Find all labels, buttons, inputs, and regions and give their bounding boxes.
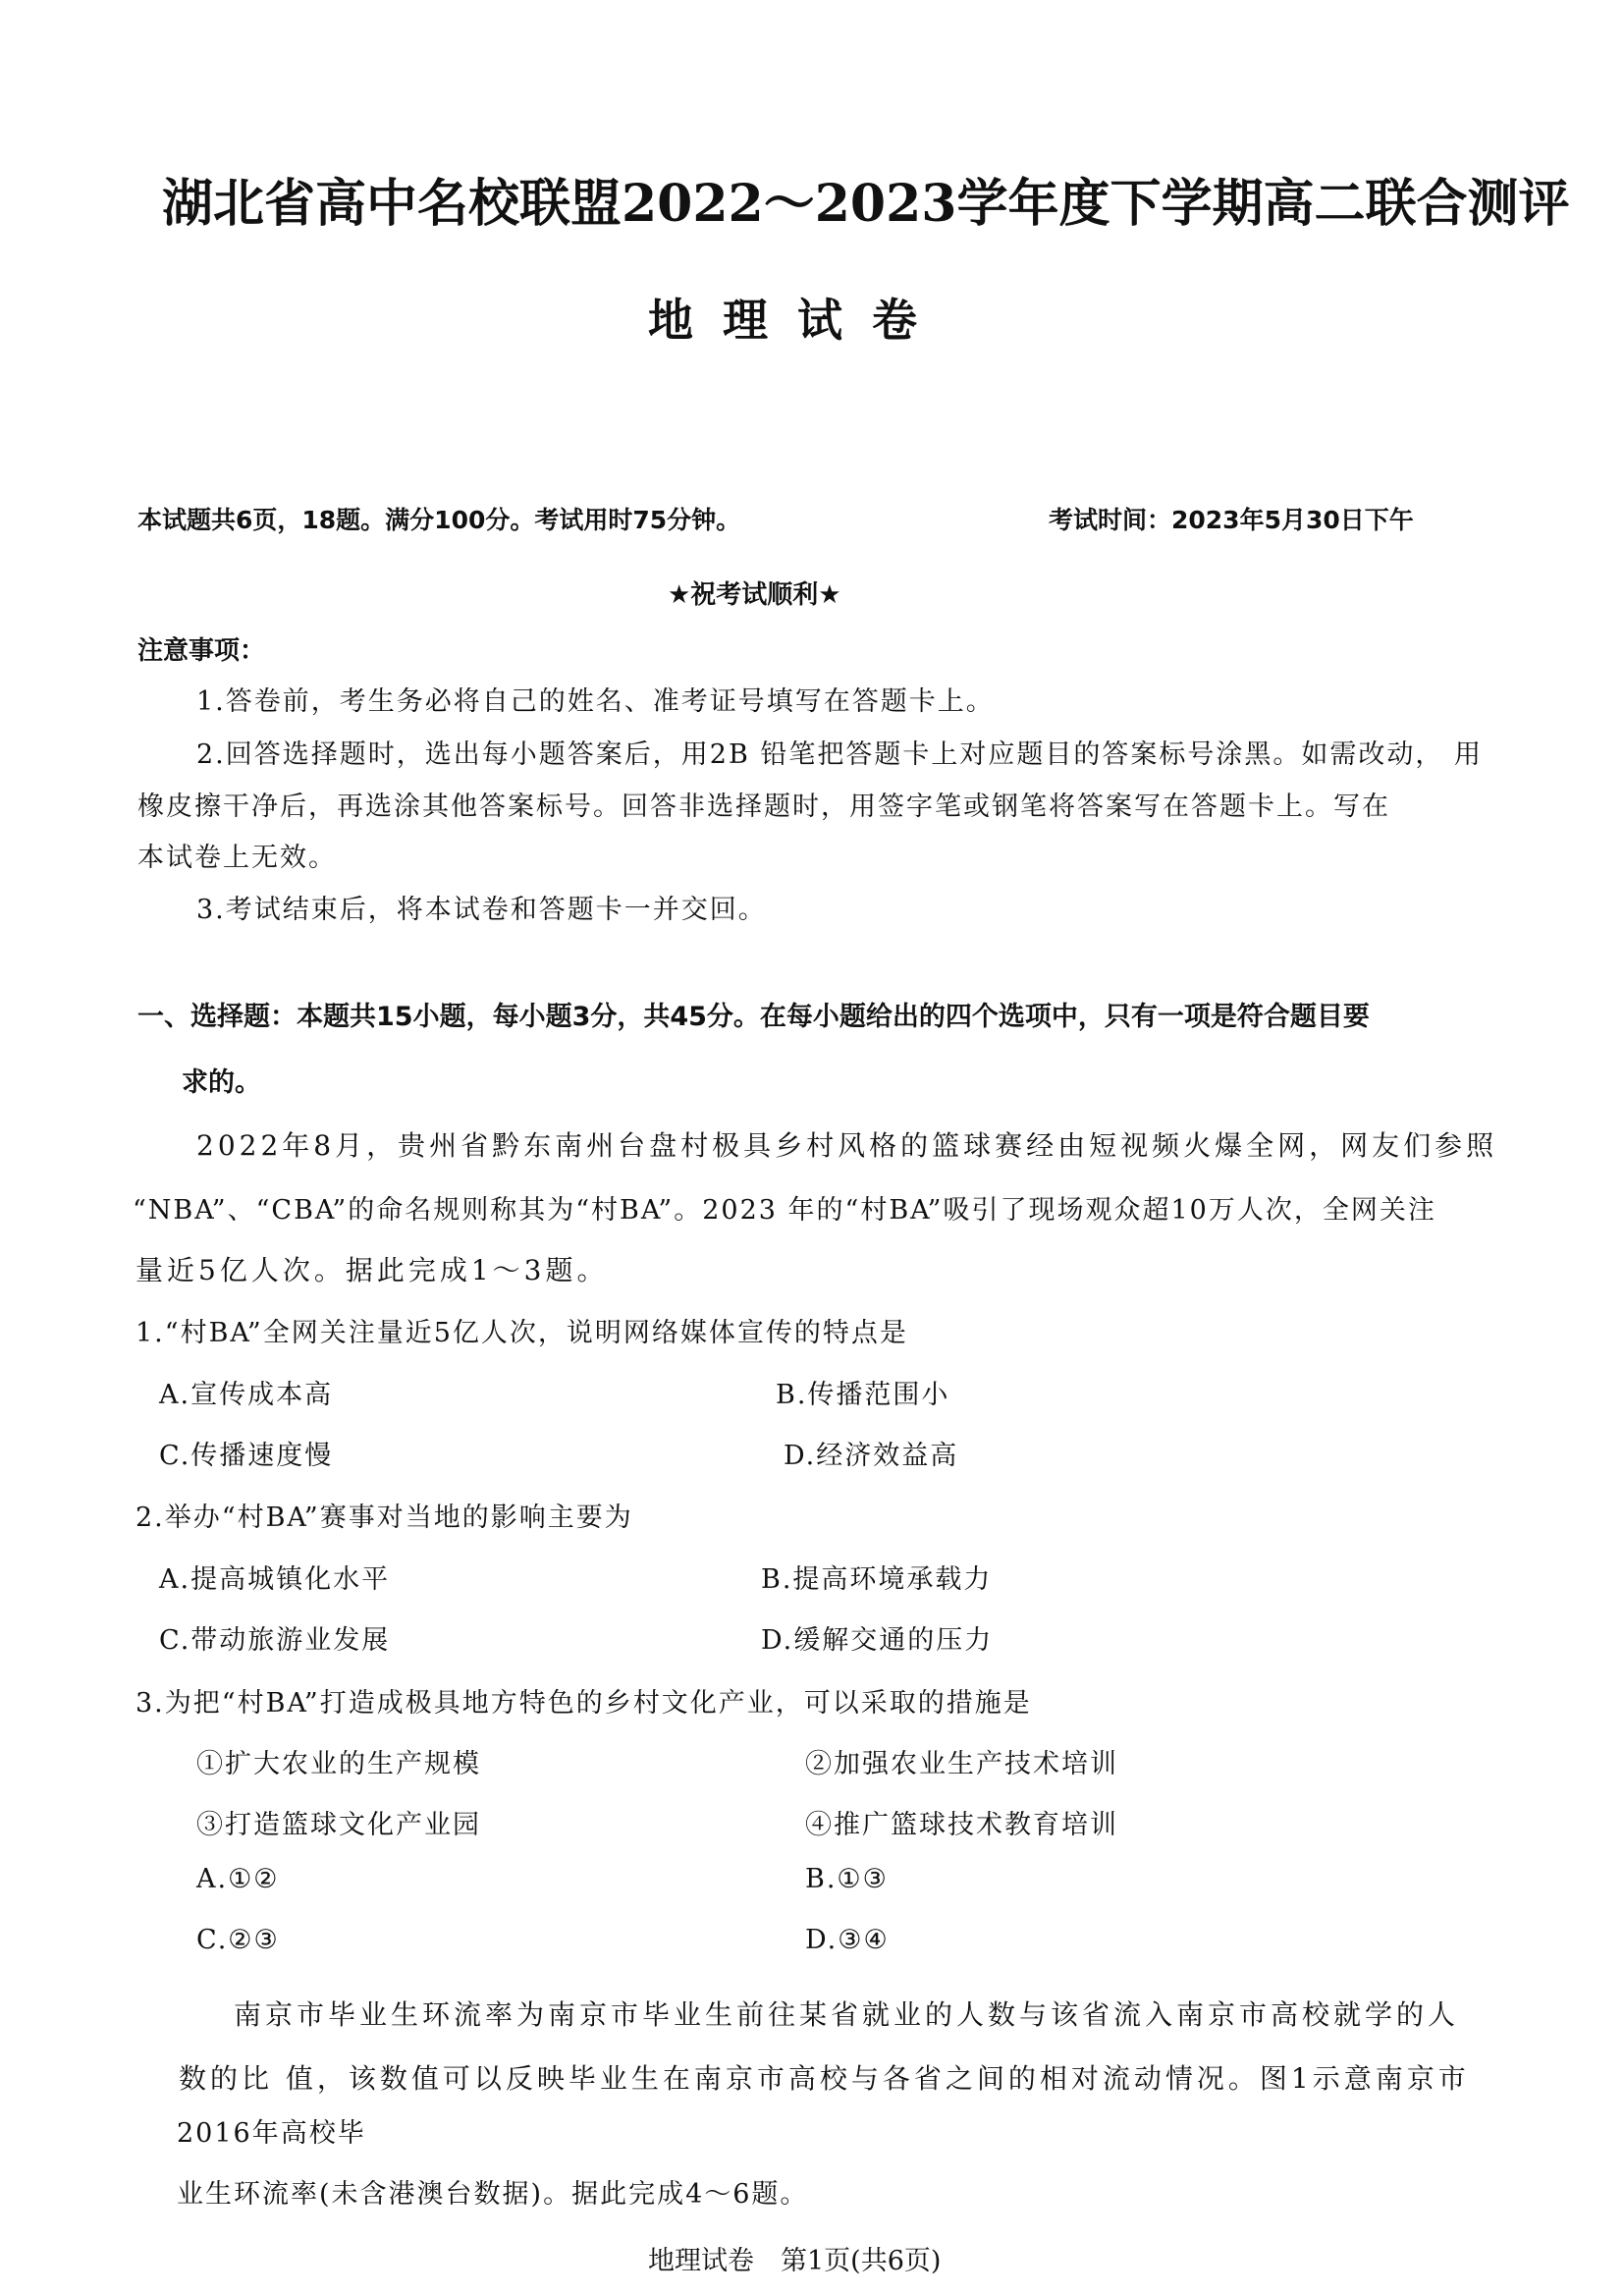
question-3-option-a: A.①② [196, 1864, 280, 1894]
notice-item-2-line-2: 橡皮擦干净后，再选涂其他答案标号。回答非选择题时，用签字笔或钢笔将答案写在答题卡上。写在 [137, 792, 1390, 822]
question-1-option-b: B.传播范围小 [776, 1380, 950, 1410]
question-2-stem: 2.举办“村BA”赛事对当地的影响主要为 [135, 1503, 633, 1533]
question-3-statement-4: ④推广篮球技术教育培训 [805, 1810, 1118, 1840]
passage-1-line-2: “NBA”、“CBA”的命名规则称其为“村BA”。2023 年的“村BA”吸引了现场观众超10万人次，全网关注 [133, 1195, 1436, 1226]
passage-1-line-1: 2022年8月，贵州省黔东南州台盘村极具乡村风格的篮球赛经由短视频火爆全网，网友们参照 [196, 1129, 1498, 1162]
question-3-option-c: C.②③ [196, 1925, 280, 1955]
question-3-stem: 3.为把“村BA”打造成极具地方特色的乡村文化产业，可以采取的措施是 [135, 1688, 1032, 1719]
passage-2-line-4: 业生环流率(未含港澳台数据)。据此完成4～6题。 [177, 2179, 809, 2210]
notice-item-2-line-1: 2.回答选择题时，选出每小题答案后，用2B 铅笔把答题卡上对应题目的答案标号涂黑。如需改动， 用 [196, 739, 1483, 770]
subject-title: 地理试卷 [648, 294, 947, 347]
question-2-option-c: C.带动旅游业发展 [159, 1625, 391, 1656]
passage-2-line-3: 2016年高校毕 [177, 2118, 366, 2149]
question-3-option-d: D.③④ [805, 1925, 890, 1955]
blessing: ★祝考试顺利★ [668, 580, 841, 610]
question-3-statement-1: ①扩大农业的生产规模 [196, 1749, 481, 1779]
question-1-option-d: D.经济效益高 [784, 1441, 959, 1471]
passage-2-line-1: 南京市毕业生环流率为南京市毕业生前往某省就业的人数与该省流入南京市高校就学的人 [234, 1998, 1460, 2031]
question-2-option-b: B.提高环境承载力 [761, 1564, 993, 1595]
notice-heading: 注意事项： [137, 636, 266, 666]
exam-title: 湖北省高中名校联盟2022～2023学年度下学期高二联合测评 [162, 174, 1570, 234]
question-2-option-a: A.提高城镇化水平 [159, 1564, 391, 1595]
section-heading-line-2: 求的。 [182, 1067, 261, 1098]
question-3-option-b: B.①③ [805, 1864, 889, 1894]
question-1-option-a: A.宣传成本高 [159, 1380, 334, 1410]
page-footer: 地理试卷 第1页(共6页) [648, 2246, 942, 2276]
section-heading-line-1: 一、选择题：本题共15小题，每小题3分，共45分。在每小题给出的四个选项中，只有一项是符合题目要 [137, 1002, 1370, 1032]
notice-item-3: 3.考试结束后，将本试卷和答题卡一并交回。 [196, 895, 767, 925]
notice-item-2-line-3: 本试卷上无效。 [137, 843, 337, 873]
notice-item-1: 1.答卷前，考生务必将自己的姓名、准考证号填写在答题卡上。 [196, 686, 995, 717]
question-2-option-d: D.缓解交通的压力 [761, 1625, 994, 1656]
question-3-statement-2: ②加强农业生产技术培训 [805, 1749, 1118, 1779]
question-1-stem: 1.“村BA”全网关注量近5亿人次，说明网络媒体宣传的特点是 [135, 1318, 908, 1348]
question-3-statement-3: ③打造篮球文化产业园 [196, 1810, 481, 1840]
question-1-option-c: C.传播速度慢 [159, 1441, 334, 1471]
passage-1-line-3: 量近5亿人次。据此完成1～3题。 [135, 1254, 609, 1286]
exam-info: 本试题共6页，18题。满分100分。考试用时75分钟。 [137, 506, 741, 534]
exam-time: 考试时间：2023年5月30日下午 [1049, 506, 1414, 534]
passage-2-line-2: 数的比 值，该数值可以反映毕业生在南京市高校与各省之间的相对流动情况。图1示意南京市 [179, 2062, 1470, 2095]
